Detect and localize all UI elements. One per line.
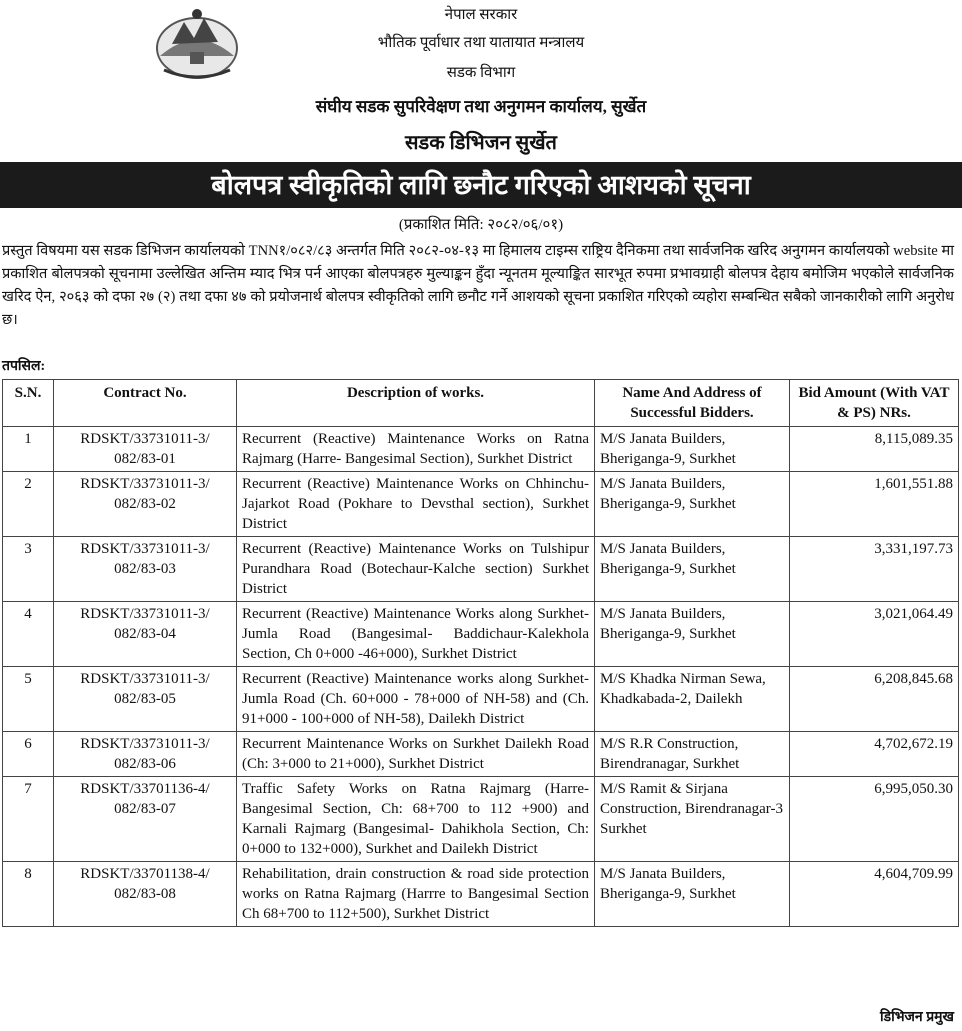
cell-sn: 2 [3, 472, 54, 537]
cell-description: Recurrent (Reactive) Maintenance works along Surkhet-Jumla Road (Ch. 60+000 - 78+000 of NH-58) and (Ch. 91+000 - 100+000 of NH-58), Dailekh District [237, 667, 595, 732]
notice-title-banner: बोलपत्र स्वीकृतिको लागि छनौट गरिएको आशयको सूचना [0, 162, 962, 208]
signature-label: डिभिजन प्रमुख [879, 1010, 954, 1025]
table-row [3, 427, 959, 472]
table-row [3, 862, 959, 927]
cell-bidder: M/S Janata Builders, Bheriganga-9, Surkhet [595, 862, 790, 927]
table-row [3, 667, 959, 732]
cell-contract: RDSKT/33701136-4/ 082/83-07 [54, 777, 237, 862]
cell-bidder: M/S Khadka Nirman Sewa, Khadkabada-2, Dailekh [595, 667, 790, 732]
cell-description: Recurrent (Reactive) Maintenance Works on Ratna Rajmarg (Harre- Bangesimal Section), Surkhet District [237, 427, 595, 472]
cell-amount: 3,021,064.49 [790, 602, 959, 667]
cell-bidder: M/S Janata Builders, Bheriganga-9, Surkhet [595, 427, 790, 472]
header-bidder: Name And Address of Successful Bidders. [595, 380, 790, 427]
cell-sn: 6 [3, 732, 54, 777]
table-row [3, 472, 959, 537]
cell-amount: 6,208,845.68 [790, 667, 959, 732]
cell-contract: RDSKT/33731011-3/ 082/83-06 [54, 732, 237, 777]
header-description: Description of works. [237, 380, 595, 427]
cell-contract: RDSKT/33731011-3/ 082/83-05 [54, 667, 237, 732]
cell-description: Traffic Safety Works on Ratna Rajmarg (Harre-Bangesimal Section, Ch: 68+700 to 112 +900) and Karnali Rajmarg (Bangesimal- Dahikhola Section, Ch: 0+000 to 132+000), Surkhet and Dailekh District [237, 777, 595, 862]
cell-bidder: M/S Janata Builders, Bheriganga-9, Surkhet [595, 472, 790, 537]
table-row [3, 537, 959, 602]
govt-name: नेपाल सरकार [444, 7, 518, 23]
cell-description: Recurrent (Reactive) Maintenance Works on Chhinchu-Jajarkot Road (Pokhare to Devsthal section), Surkhet District [237, 472, 595, 537]
cell-sn: 7 [3, 777, 54, 862]
cell-amount: 6,995,050.30 [790, 777, 959, 862]
cell-sn: 8 [3, 862, 54, 927]
table-row [3, 777, 959, 862]
cell-description: Recurrent (Reactive) Maintenance Works along Surkhet-Jumla Road (Bangesimal- Baddichaur-Kalekhola Section, Ch 0+000 -46+000), Surkhet District [237, 602, 595, 667]
cell-bidder: M/S R.R Construction, Birendranagar, Surkhet [595, 732, 790, 777]
cell-amount: 4,702,672.19 [790, 732, 959, 777]
office-name: संघीय सडक सुपरिवेक्षण तथा अनुगमन कार्यालय, सुर्खेत [315, 97, 647, 116]
cell-amount: 4,604,709.99 [790, 862, 959, 927]
cell-bidder: M/S Janata Builders, Bheriganga-9, Surkhet [595, 537, 790, 602]
header-sn: S.N. [3, 380, 54, 427]
cell-description: Recurrent (Reactive) Maintenance Works on Tulshipur Purandhara Road (Botechaur-Kalche section) Surkhet District [237, 537, 595, 602]
ministry-name: भौतिक पूर्वाधार तथा यातायात मन्त्रालय [377, 35, 585, 51]
cell-contract: RDSKT/33701138-4/ 082/83-08 [54, 862, 237, 927]
cell-amount: 3,331,197.73 [790, 537, 959, 602]
table-row [3, 732, 959, 777]
cell-amount: 1,601,551.88 [790, 472, 959, 537]
cell-contract: RDSKT/33731011-3/ 082/83-02 [54, 472, 237, 537]
cell-sn: 5 [3, 667, 54, 732]
published-date: (प्रकाशित मिति: २०८२/०६/०१) [398, 217, 564, 233]
cell-contract: RDSKT/33731011-3/ 082/83-03 [54, 537, 237, 602]
cell-description: Rehabilitation, drain construction & road side protection works on Ratna Rajmarg (Harrre to Bangesimal Section Ch 68+700 to 112+500), Surkhet District [237, 862, 595, 927]
division-name: सडक डिभिजन सुर्खेत [405, 132, 557, 154]
header-amount: Bid Amount (With VAT & PS) NRs. [790, 380, 959, 427]
details-label: तपसिल: [2, 359, 46, 374]
cell-sn: 4 [3, 602, 54, 667]
bid-table [2, 379, 959, 927]
cell-contract: RDSKT/33731011-3/ 082/83-01 [54, 427, 237, 472]
cell-bidder: M/S Ramit & Sirjana Construction, Birendranagar-3 Surkhet [595, 777, 790, 862]
cell-description: Recurrent Maintenance Works on Surkhet Dailekh Road (Ch: 3+000 to 21+000), Surkhet District [237, 732, 595, 777]
cell-amount: 8,115,089.35 [790, 427, 959, 472]
cell-sn: 1 [3, 427, 54, 472]
cell-sn: 3 [3, 537, 54, 602]
notice-paragraph: प्रस्तुत विषयमा यस सडक डिभिजन कार्यालयको TNN१/०८२/८३ अन्तर्गत मिति २०८२-०४-१३ मा हिमालय टाइम्स राष्ट्रिय दैनिकमा तथा सार्वजनिक खरिद अनुगमन कार्यालयको website मा प्रकाशित बोलपत्रको सूचनामा उल्लेखित अन्तिम म्याद भित्र पर्न आएका बोलपत्रहरु मुल्याङ्कन हुँदा न्यूनतम मूल्याङ्कित सारभूत रुपमा प्रभावग्राही बोलपत्र देहाय बमोजिम भएकोले सार्वजनिक खरिद ऐन, २०६३ को दफा २७ (२) तथा दफा ४७ को प्रयोजनार्थ बोलपत्र स्वीकृतिको लागि छनौट गर्ने आशयको सूचना प्रकाशित गरिएको व्यहोरा सम्बन्धित सबैको जानकारीको लागि अनुरोध छ। [2, 243, 954, 328]
header-contract: Contract No. [54, 380, 237, 427]
table-header-row [3, 380, 959, 427]
table-row [3, 602, 959, 667]
cell-bidder: M/S Janata Builders, Bheriganga-9, Surkhet [595, 602, 790, 667]
department-name: सडक विभाग [446, 65, 516, 81]
cell-contract: RDSKT/33731011-3/ 082/83-04 [54, 602, 237, 667]
